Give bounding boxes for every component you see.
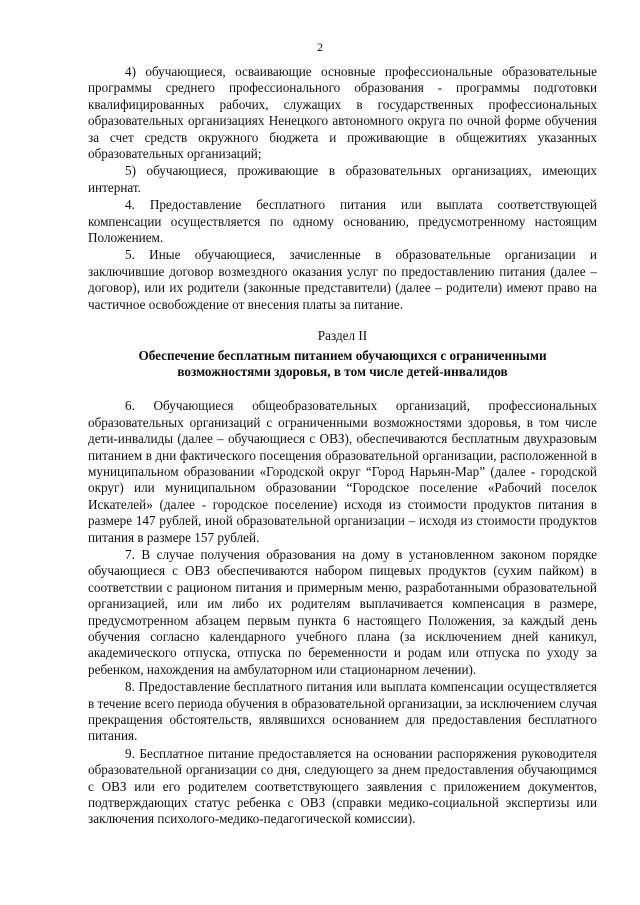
section-title: Обеспечение бесплатным питанием обучающихся с ограниченными возможностями здоровья, в том числе детей-инвалидов [138,347,547,379]
document-body [88,64,597,828]
paragraph-item-4-students-vocational: 4) обучающиеся, осваивающие основные профессиональные образовательные программы среднего профессионального образования - программы подготовки квалифицированных рабочих, служащих в государственных профессиональных образовательных организациях Ненецкого автономного округа по очной форме обучения за счет средств окружного бюджета и проживающие в общежитиях указанных образовательных организаций; [88,64,597,162]
page-number: 2 [317,40,323,54]
paragraph-clause-8: 8. Предоставление бесплатного питания или выплата компенсации осуществляется в течение всего периода обучения в образовательной организации, за исключением случая прекращения обстоятельств, являвшихся основанием для предоставления бесплатного питания. [88,679,597,744]
section-header [88,328,597,380]
paragraph-clause-5: 5. Иные обучающиеся, зачисленные в образовательные организации и заключившие договор возмездного оказания услуг по предоставлению питания (далее – договор), или их родители (законные представители) (далее – родители) имеют право на частичное освобождение от внесения платы за питание. [88,247,597,312]
paragraph-item-5-students-boarding: 5) обучающиеся, проживающие в образовательных организациях, имеющих интернат. [88,163,597,195]
paragraph-clause-9: 9. Бесплатное питание предоставляется на основании распоряжения руководителя образовательной организации со дня, следующего за днем предоставления обучающимся с ОВЗ или его родителем соответствующего заявления с приложением документов, подтверждающих статус ребенка с ОВЗ (справки медико-социальной экспертизы или заключения психолого-медико-педагогической комиссии). [88,745,597,827]
paragraph-clause-4: 4. Предоставление бесплатного питания или выплата соответствующей компенсации осуществляется по одному основанию, предусмотренному настоящим Положением. [88,197,597,246]
section-label: Раздел II [317,328,368,344]
section-spacer [88,380,597,398]
paragraph-clause-7: 7. В случае получения образования на дому в установленном законом порядке обучающиеся с ОВЗ обеспечиваются набором пищевых продуктов (сухим пайком) в соответствии с рационом питания и примерным меню, разработанными образовательной организацией, или им либо их родителям выплачивается компенсация в размере, предусмотренном абзацем первым пункта 6 настоящего Положения, за каждый день обучения согласно календарного учебного плана (за исключением дней каникул, академического отпуска, отпуска по беременности и родам или отпуска по уходу за ребенком, нахождения на амбулаторном или стационарном лечении). [88,546,597,677]
paragraph-clause-6: 6. Обучающиеся общеобразовательных организаций, профессиональных образовательных организаций с ограниченными возможностями здоровья, в том числе дети-инвалиды (далее – обучающиеся с ОВЗ), обеспечиваются бесплатным двухразовым питанием в дни фактического посещения образовательной организации, расположенной в муниципальном образовании «Городской округ “Город Нарьян-Мар” (далее - городской округ) или муниципальном образовании “Городское поселение «Рабочий поселок Искателей» (далее - городское поселение) исходя из стоимости продуктов питания в размере 147 рублей, иной образовательной организации – исходя из стоимости продуктов питания в размере 157 рублей. [88,398,597,545]
